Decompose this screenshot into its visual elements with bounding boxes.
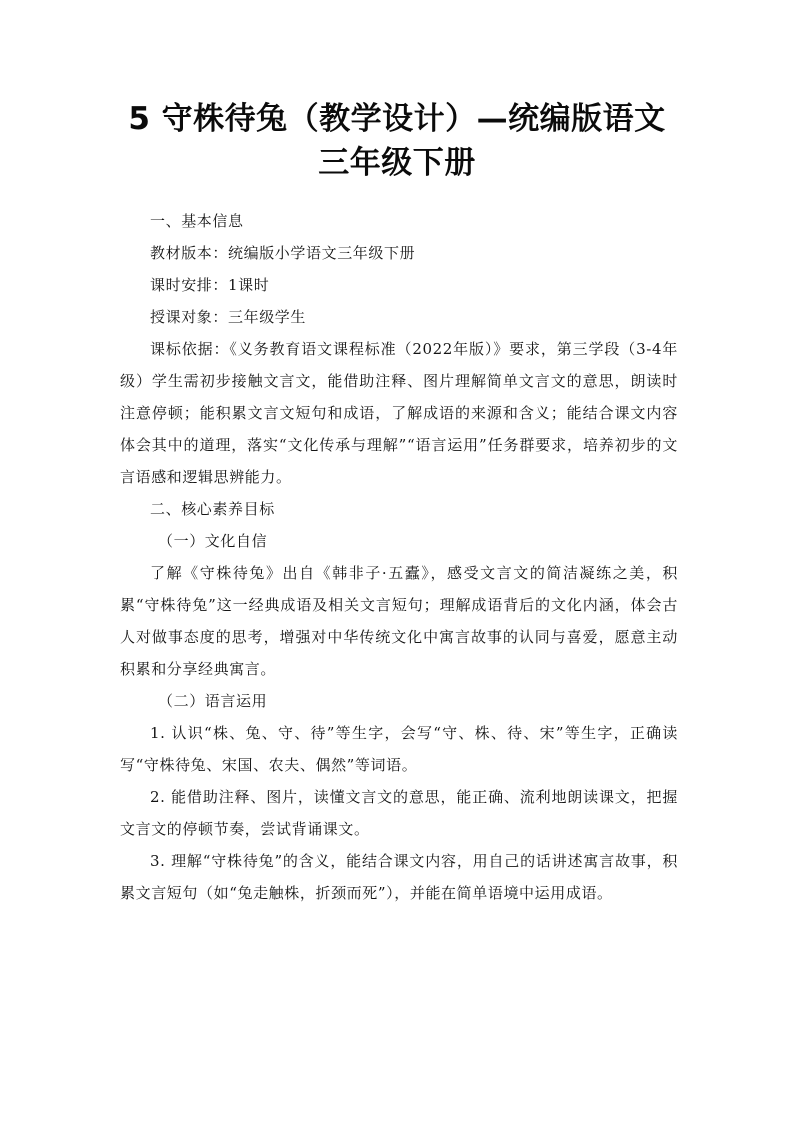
section-heading-core-goals: 二、核心素养目标 <box>150 500 275 518</box>
language-goal-3: 3. 理解“守株待兔”的含义，能结合课文内容，用自己的话讲述寓言故事，积累文言短句（如“兔走触株，折颈而死”），并能在简单语境中运用成语。 <box>120 852 678 902</box>
subsection-heading-language: （二）语言运用 <box>158 692 268 710</box>
class-hours: 课时安排：1课时 <box>150 276 270 294</box>
subsection-heading-culture: （一）文化自信 <box>158 532 268 550</box>
section-heading-basic-info: 一、基本信息 <box>150 212 244 230</box>
document-title-line-2: 三年级下册 <box>318 145 476 181</box>
teaching-audience: 授课对象：三年级学生 <box>150 308 307 326</box>
culture-paragraph: 了解《守株待兔》出自《韩非子·五蠹》，感受文言文的简洁凝练之美，积累“守株待兔”这一经典成语及相关文言短句；理解成语背后的文化内涵，体会古人对做事态度的思考，增强对中华传统文化中寓言故事的认同与喜爱，愿意主动积累和分享经典寓言。 <box>120 564 678 678</box>
language-goal-1: 1. 认识“株、兔、守、待”等生字，会写“守、株、待、宋”等生字，正确读写“守株待兔、宋国、农夫、偶然”等词语。 <box>120 724 678 774</box>
textbook-version: 教材版本：统编版小学语文三年级下册 <box>150 244 416 262</box>
curriculum-basis: 课标依据：《义务教育语文课程标准（2022年版）》要求，第三学段（3-4年级）学生需初步接触文言文，能借助注释、图片理解简单文言文的意思，朗读时注意停顿；能积累文言文短句和成语，了解成语的来源和含义；能结合课文内容体会其中的道理，落实“文化传承与理解”“语言运用”任务群要求，培养初步的文言语感和逻辑思辨能力。 <box>120 340 678 486</box>
language-goal-2: 2. 能借助注释、图片，读懂文言文的意思，能正确、流利地朗读课文，把握文言文的停顿节奏，尝试背诵课文。 <box>120 788 678 838</box>
document-body <box>120 205 678 909</box>
document-title-line-1: 5 守株待兔（教学设计）—统编版语文 <box>128 101 666 137</box>
